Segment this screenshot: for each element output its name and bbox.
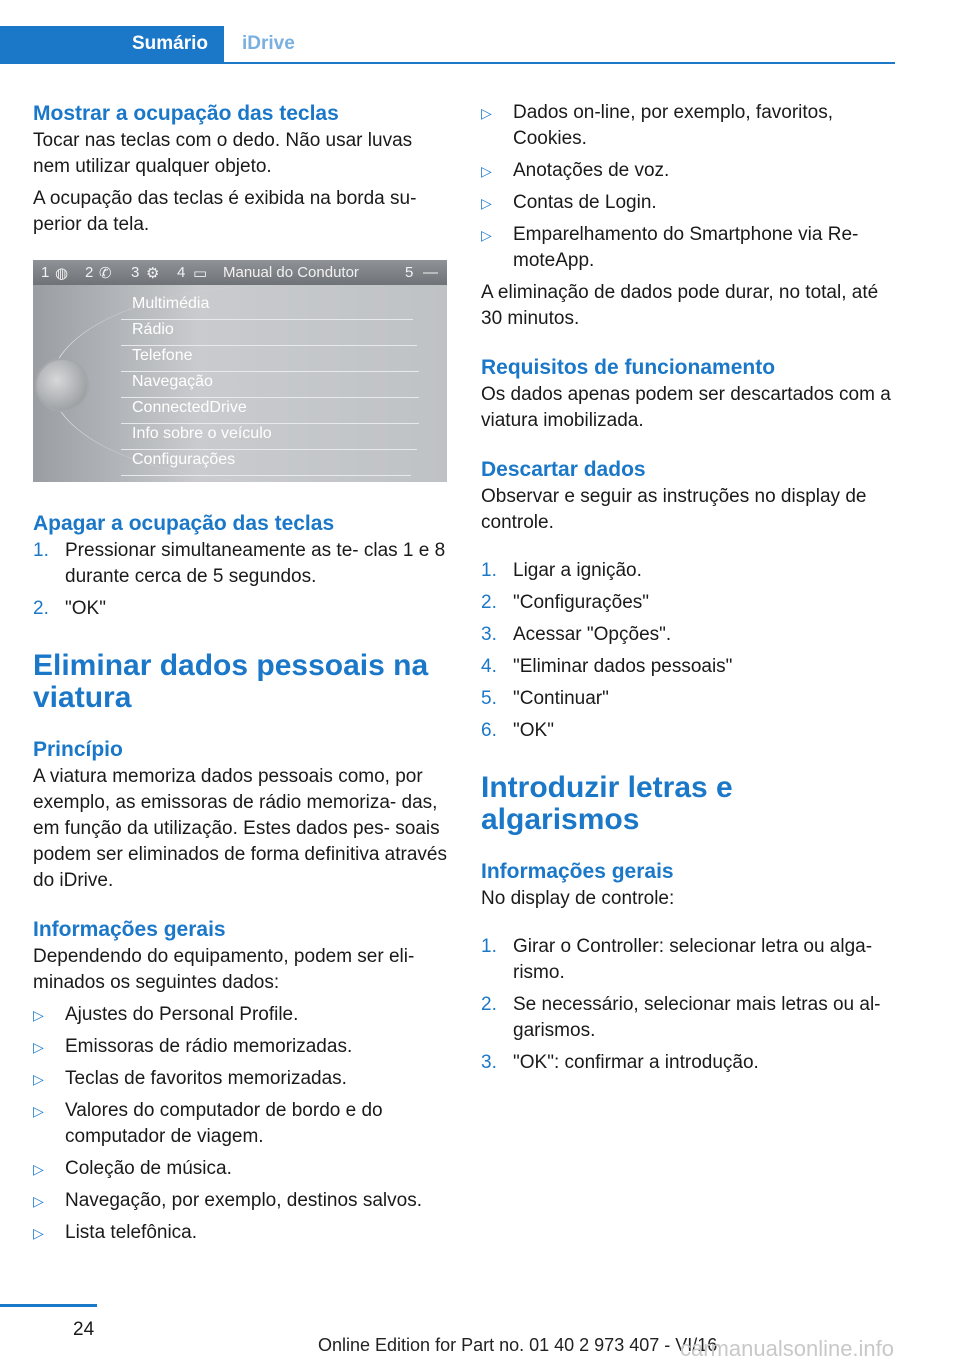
list-item: 6. "OK": [481, 720, 554, 741]
triangle-bullet-icon: ▷: [481, 227, 492, 243]
steps-enter-letters: [481, 934, 899, 1076]
list-item: ▷ Dados on-line, por exemplo, favoritos, Cookies.: [481, 102, 833, 149]
list-item: 3. "OK": confirmar a introdução.: [481, 1052, 759, 1073]
dash-icon: —: [423, 264, 438, 281]
paragraph: Dependendo do equipamento, podem ser eli‐ minados os seguintes dados:: [33, 946, 415, 993]
paragraph: A eliminação de dados pode durar, no total, até 30 minutos.: [481, 282, 879, 329]
edition-note: Online Edition for Part no. 01 40 2 973 407 - VI/16: [318, 1335, 718, 1355]
paragraph: Tocar nas teclas com o dedo. Não usar luvas nem utilizar qualquer objeto.: [33, 130, 413, 177]
section-title-key-assignment: Mostrar a ocupação das teclas: [33, 102, 339, 125]
triangle-bullet-icon: ▷: [481, 195, 492, 211]
car-icon: ▭: [193, 265, 208, 282]
list-item: ▷ Ajustes do Personal Profile.: [33, 1002, 451, 1028]
paragraph: No display de controle:: [481, 888, 675, 909]
paragraph: Os dados apenas podem ser descartados com a viatura imobilizada.: [481, 384, 891, 431]
section-title-principle: Princípio: [33, 738, 123, 761]
section-title-discard-data: Descartar dados: [481, 458, 646, 481]
list-item: ▷ Coleção de música.: [33, 1156, 451, 1182]
triangle-bullet-icon: ▷: [33, 1193, 44, 1209]
deletable-data-list: [33, 1002, 451, 1246]
list-item: 1. Girar o Controller: selecionar letra ou alga‐ rismo.: [481, 936, 873, 983]
section-title-general-info-2: Informações gerais: [481, 860, 674, 883]
tab-summary-label: Sumário: [131, 33, 208, 54]
paragraph: A viatura memoriza dados pessoais como, por exemplo, as emissoras de rádio memoriza‐ das, em função da utilização. Estes dados pes‐ soais podem ser eliminados de forma definitiva através do iDrive.: [33, 766, 447, 891]
menu-item-multimedia: Multimédia: [132, 295, 210, 312]
chapter-title-enter-letters: Introduzir letras e algarismos: [481, 771, 733, 836]
triangle-bullet-icon: ▷: [33, 1071, 44, 1087]
triangle-bullet-icon: ▷: [33, 1007, 44, 1023]
list-item: ▷ Contas de Login.: [481, 190, 899, 216]
steps-clear-keys: [33, 538, 451, 622]
list-item: 1. Ligar a ignição.: [481, 560, 642, 581]
tab-idrive[interactable]: iDrive: [242, 33, 295, 54]
list-item: 2. "OK": [33, 598, 106, 619]
triangle-bullet-icon: ▷: [481, 105, 492, 121]
chapter-title-delete-data: Eliminar dados pessoais na viatura: [33, 649, 429, 714]
list-item: 2. Se necessário, selecionar mais letras ou al‐ garismos.: [481, 994, 881, 1041]
list-item: ▷ Teclas de favoritos memorizadas.: [33, 1066, 451, 1092]
screen-tab-bar: [33, 260, 447, 285]
screen-tab-4-label: Manual do Condutor: [223, 264, 359, 281]
page-number: 24: [73, 1319, 95, 1340]
list-item: ▷ Anotações de voz.: [481, 158, 899, 184]
list-item: ▷ Emparelhamento do Smartphone via Re‐ moteApp.: [481, 224, 859, 271]
list-item: ▷ Valores do computador de bordo e do computador de viagem.: [33, 1100, 383, 1147]
right-column: [481, 100, 899, 1082]
list-item: 1. Pressionar simultaneamente as te‐ clas 1 e 8 durante cerca de 5 segundos.: [33, 540, 446, 587]
screen-tab-4: 4: [177, 264, 186, 281]
signal-icon: ◍: [55, 265, 69, 282]
menu-item-navigation: Navegação: [132, 373, 213, 390]
triangle-bullet-icon: ▷: [33, 1039, 44, 1055]
triangle-bullet-icon: ▷: [481, 163, 492, 179]
footer-accent-line: [0, 1304, 97, 1307]
menu-item-vehicle-info: Info sobre o veículo: [132, 425, 272, 442]
menu-item-connecteddrive: ConnectedDrive: [132, 399, 247, 416]
menu-item-radio: Rádio: [132, 321, 174, 338]
tab-summary[interactable]: [0, 26, 224, 62]
section-title-general-info: Informações gerais: [33, 918, 226, 941]
list-item: 5. "Continuar": [481, 688, 609, 709]
list-item: ▷ Emissoras de rádio memorizadas.: [33, 1034, 451, 1060]
section-title-clear-keys: Apagar a ocupação das teclas: [33, 512, 335, 535]
idrive-screen-image: [33, 260, 447, 482]
watermark-logo: carmanualsonline.info: [680, 1336, 895, 1361]
deletable-data-list-cont: [481, 100, 899, 274]
left-column: [33, 100, 451, 1252]
phone-icon: ✆: [99, 265, 112, 282]
screen-tab-3: 3: [131, 264, 140, 281]
list-item: 4. "Eliminar dados pessoais": [481, 656, 733, 677]
triangle-bullet-icon: ▷: [33, 1103, 44, 1119]
list-item: ▷ Lista telefônica.: [33, 1220, 451, 1246]
paragraph: Observar e seguir as instruções no display de controle.: [481, 486, 867, 533]
menu-item-phone: Telefone: [132, 347, 193, 364]
gear-icon: ⚙: [146, 265, 160, 282]
controller-knob-icon: [35, 358, 89, 412]
screen-tab-5: 5: [405, 264, 414, 281]
screen-tab-1: 1: [41, 264, 50, 281]
section-title-requirements: Requisitos de funcionamento: [481, 356, 776, 379]
menu-item-settings: Configurações: [132, 451, 236, 468]
screen-tab-2: 2: [85, 264, 94, 281]
steps-discard-data: [481, 558, 899, 744]
screen-menu: [33, 285, 447, 482]
triangle-bullet-icon: ▷: [33, 1161, 44, 1177]
top-nav-bar: [0, 26, 895, 64]
paragraph: A ocupação das teclas é exibida na borda su‐ perior da tela.: [33, 188, 417, 235]
list-item: 2. "Configurações": [481, 592, 650, 613]
triangle-bullet-icon: ▷: [33, 1225, 44, 1241]
list-item: 3. Acessar "Opções".: [481, 624, 672, 645]
list-item: ▷ Navegação, por exemplo, destinos salvos.: [33, 1188, 451, 1214]
